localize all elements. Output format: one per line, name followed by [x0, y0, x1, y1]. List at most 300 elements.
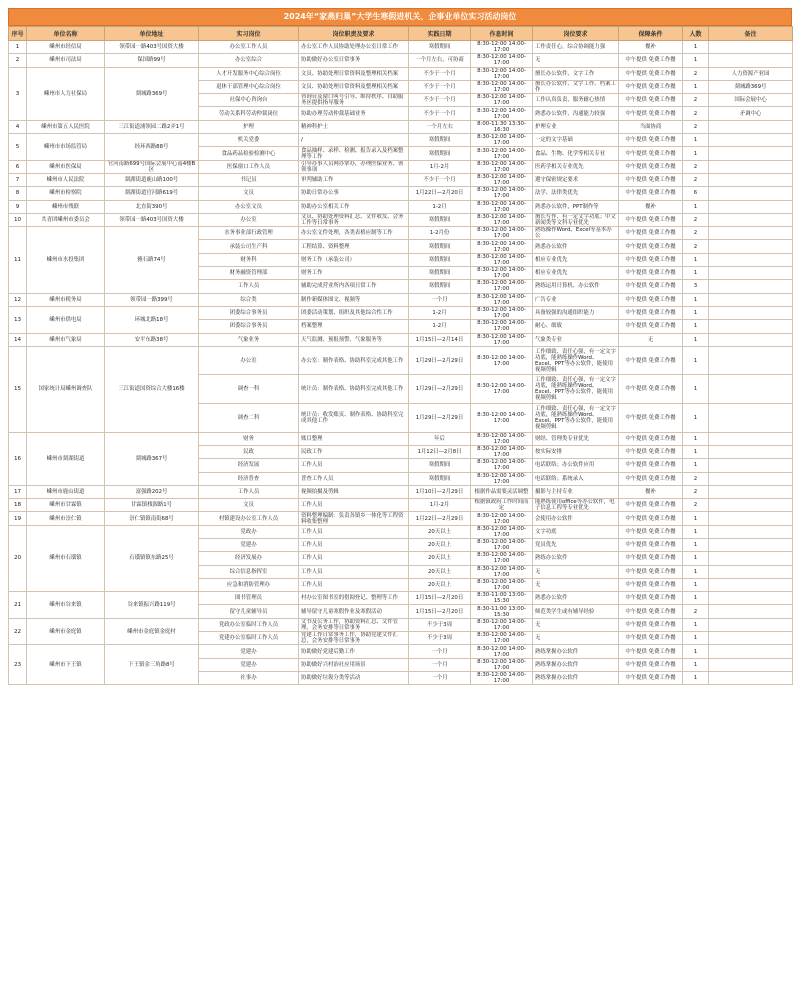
remark [709, 671, 793, 684]
post-requirement: 熟练运用计算机、办公软件 [533, 280, 619, 293]
table-row [9, 227, 793, 240]
work-time: 8:30-12:00 14:00-17:00 [471, 632, 533, 645]
headcount: 1 [683, 333, 709, 346]
post-name: 文员 [199, 499, 299, 512]
post-requirement: 广告专业 [533, 293, 619, 306]
column-header: 实习岗位 [199, 27, 299, 41]
guarantee: 当面协商 [619, 120, 683, 133]
post-name: 劳动关系科劳动仲裁岗位 [199, 107, 299, 120]
post-name: 食品药品检验检测中心 [199, 147, 299, 160]
headcount: 1 [683, 267, 709, 280]
post-name: 综合类 [199, 293, 299, 306]
post-duty: / [299, 134, 409, 147]
unit-address: 保国路99号 [105, 54, 199, 67]
column-header: 备注 [709, 27, 793, 41]
work-time: 8:30-12:00 14:00-17:00 [471, 333, 533, 346]
remark [709, 346, 793, 375]
unit-address: 剡城路367号 [105, 432, 199, 485]
post-requirement: 相应专业优先 [533, 253, 619, 266]
post-name: 留守儿童辅导员 [199, 605, 299, 618]
post-name: 人才开发服务中心综合岗位 [199, 67, 299, 80]
remark [709, 54, 793, 67]
post-duty: 办公室文件处理，各类表格应制等工作 [299, 227, 409, 240]
post-name: 社保中心咨询台 [199, 94, 299, 107]
unit-name: 嵊州市谷来镇 [27, 592, 105, 619]
post-requirement: 一定的文字基础 [533, 134, 619, 147]
post-name: 办公室 [199, 213, 299, 226]
guarantee: 中午提供 免费工作餐 [619, 67, 683, 80]
unit-address: 剡城路369号 [105, 67, 199, 120]
guarantee: 中午提供 免费工作餐 [619, 499, 683, 512]
headcount: 2 [683, 485, 709, 498]
unit-address: 剡湖街道鹿山路100号 [105, 173, 199, 186]
post-duty: 资料整理编制：负责各镇乡一体化等工程资料收集整理 [299, 512, 409, 525]
post-requirement: 师范类学生或有辅导经验 [533, 605, 619, 618]
headcount: 1 [683, 320, 709, 333]
guarantee: 中午提供 免费工作餐 [619, 592, 683, 605]
guarantee: 中午提供 免费工作餐 [619, 293, 683, 306]
guarantee: 中午提供 免费工作餐 [619, 306, 683, 319]
practice-date: 1月29日—2月29日 [409, 375, 471, 404]
unit-name: 嵊州市剡湖街道 [27, 432, 105, 485]
guarantee: 中午提供 免费工作餐 [619, 658, 683, 671]
practice-date: 寒假期间 [409, 280, 471, 293]
practice-date: 不少于3周 [409, 618, 471, 631]
table-row [9, 41, 793, 54]
post-requirement: 具备较强的沟通组织能力 [533, 306, 619, 319]
headcount: 1 [683, 41, 709, 54]
unit-address: 三江街道国资综合大楼16楼 [105, 346, 199, 432]
post-requirement: 无 [533, 578, 619, 591]
work-time: 8:30-12:00 14:00-17:00 [471, 134, 533, 147]
headcount: 1 [683, 253, 709, 266]
guarantee: 中午提供 免费工作餐 [619, 227, 683, 240]
headcount: 1 [683, 565, 709, 578]
post-requirement: 工作细致、责任心强，有一定文字功底，能熟练操作Word、Excel、PPT等办公软件，能使用视频剪辑 [533, 375, 619, 404]
work-time: 8:30-12:00 14:00-17:00 [471, 213, 533, 226]
work-time: 8:30-12:00 14:00-17:00 [471, 293, 533, 306]
post-name: 办公室工作人员 [199, 41, 299, 54]
guarantee: 中午提供 免费工作餐 [619, 187, 683, 200]
practice-date: 一个月 [409, 645, 471, 658]
practice-date: 1月22日—2月20日 [409, 187, 471, 200]
post-duty: 工程结算、资料整理 [299, 240, 409, 253]
remark [709, 187, 793, 200]
post-name: 经济发展办 [199, 552, 299, 565]
remark [709, 333, 793, 346]
row-index: 6 [9, 160, 27, 173]
guarantee: 餐补 [619, 200, 683, 213]
remark [709, 404, 793, 433]
guarantee: 中午提供 免费工作餐 [619, 671, 683, 684]
guarantee: 中午提供 免费工作餐 [619, 645, 683, 658]
practice-date: 寒假期间 [409, 472, 471, 485]
practice-date: 寒假期间 [409, 134, 471, 147]
work-time: 8:30-12:00 14:00-17:00 [471, 404, 533, 433]
post-duty: 档案整理 [299, 320, 409, 333]
table-row [9, 346, 793, 375]
practice-date: 一个月左右，可协商 [409, 54, 471, 67]
remark [709, 618, 793, 631]
practice-date: 1月-2月 [409, 160, 471, 173]
unit-name: 嵊州市金庭镇 [27, 618, 105, 645]
post-duty: 协助做好办公室日常事务 [299, 54, 409, 67]
table-row [9, 432, 793, 445]
work-time: 8:30-12:00 14:00-17:00 [471, 306, 533, 319]
row-index: 9 [9, 200, 27, 213]
column-header: 保障条件 [619, 27, 683, 41]
guarantee: 中午提供 免费工作餐 [619, 538, 683, 551]
work-time: 8:30-12:00 14:00-17:00 [471, 552, 533, 565]
unit-address: 领带园一路403号国资大楼 [105, 213, 199, 226]
post-name: 机关党委 [199, 134, 299, 147]
post-name: 办公室 [199, 346, 299, 375]
work-time: 8:30-12:00 14:00-17:00 [471, 525, 533, 538]
remark: 国际会展中心 [709, 94, 793, 107]
remark [709, 512, 793, 525]
column-header: 实践日期 [409, 27, 471, 41]
practice-date: 1月29日—2月29日 [409, 346, 471, 375]
headcount: 1 [683, 592, 709, 605]
work-time: 8:30-12:00 14:00-17:00 [471, 320, 533, 333]
guarantee: 中午提供 免费工作餐 [619, 280, 683, 293]
headcount: 2 [683, 605, 709, 618]
unit-address: 石璜镇镇东路25号 [105, 525, 199, 591]
headcount: 1 [683, 552, 709, 565]
headcount: 2 [683, 67, 709, 80]
unit-address: 嵊州市金庭镇金庭村 [105, 618, 199, 645]
work-time: 8:30-12:00 14:00-17:00 [471, 432, 533, 445]
remark [709, 293, 793, 306]
work-time: 8:30-12:00 14:00-17:00 [471, 375, 533, 404]
post-duty: 工作人员 [299, 525, 409, 538]
work-time: 8:00-11:30 13:30-16:30 [471, 120, 533, 133]
remark [709, 253, 793, 266]
post-requirement: 无 [533, 632, 619, 645]
guarantee: 餐补 [619, 485, 683, 498]
post-requirement: 党员优先 [533, 538, 619, 551]
remark [709, 41, 793, 54]
post-duty: 精神科护士 [299, 120, 409, 133]
guarantee: 中午提供 免费工作餐 [619, 267, 683, 280]
post-name: 书记员 [199, 173, 299, 186]
unit-name: 嵊州市水投集团 [27, 227, 105, 293]
practice-date: 一个月 [409, 658, 471, 671]
post-requirement: 工作细致、责任心强，有一定文字功底，能熟练操作Word、Excel、PPT等办公软件，能使用视频剪辑 [533, 346, 619, 375]
remark [709, 538, 793, 551]
headcount: 1 [683, 147, 709, 160]
practice-date: 20天以上 [409, 538, 471, 551]
post-requirement: 擅长办公软件、文字工作 [533, 67, 619, 80]
practice-date: 1-2月 [409, 200, 471, 213]
headcount: 1 [683, 658, 709, 671]
unit-name: 嵊州市检察院 [27, 187, 105, 200]
table-row [9, 293, 793, 306]
row-index: 22 [9, 618, 27, 645]
post-requirement: 工作认真负责，服务耐心热情 [533, 94, 619, 107]
work-time: 8:30-12:00 14:00-17:00 [471, 346, 533, 375]
practice-date: 寒假期间 [409, 459, 471, 472]
remark [709, 147, 793, 160]
work-time: 根据作品需要灵活调整 [471, 485, 533, 498]
unit-name: 嵊州市供电局 [27, 306, 105, 333]
row-index: 13 [9, 306, 27, 333]
table-header-row [9, 27, 793, 41]
headcount: 1 [683, 54, 709, 67]
table-row [9, 160, 793, 173]
practice-date: 20天以上 [409, 552, 471, 565]
practice-date: 1月-2月 [409, 499, 471, 512]
post-requirement: 熟练掌握办公软件 [533, 671, 619, 684]
column-header: 作息时间 [471, 27, 533, 41]
column-header: 岗位职责及要求 [299, 27, 409, 41]
post-duty: 工作人员 [299, 578, 409, 591]
post-duty: 天气监测、预报预警、气象服务等 [299, 333, 409, 346]
headcount: 1 [683, 645, 709, 658]
column-header: 人数 [683, 27, 709, 41]
remark [709, 213, 793, 226]
work-time: 8:30-12:00 14:00-17:00 [471, 187, 533, 200]
practice-date: 寒假期间 [409, 253, 471, 266]
practice-date: 不少于3周 [409, 632, 471, 645]
unit-name: 嵊州市甘霖镇 [27, 499, 105, 512]
guarantee: 中午提供 免费工作餐 [619, 552, 683, 565]
post-name: 医保窗口工作人员 [199, 160, 299, 173]
headcount: 2 [683, 94, 709, 107]
remark [709, 320, 793, 333]
practice-date: 1-2月 [409, 306, 471, 319]
practice-date: 20天以上 [409, 525, 471, 538]
post-requirement: 无 [533, 565, 619, 578]
table-row [9, 512, 793, 525]
unit-name: 嵊州市崇仁镇 [27, 512, 105, 525]
remark [709, 645, 793, 658]
post-duty: 协助日常办公事 [299, 187, 409, 200]
guarantee: 中午提供 免费工作餐 [619, 240, 683, 253]
guarantee: 中午提供 免费工作餐 [619, 160, 683, 173]
practice-date: 1月10日—2月29日 [409, 485, 471, 498]
headcount: 1 [683, 578, 709, 591]
headcount: 1 [683, 134, 709, 147]
remark [709, 173, 793, 186]
row-index: 10 [9, 213, 27, 226]
guarantee: 中午提供 免费工作餐 [619, 618, 683, 631]
work-time: 8:30-12:00 14:00-17:00 [471, 41, 533, 54]
post-requirement: 擅长写作，有一定文字功底；中文新闻类等文科专业优先 [533, 213, 619, 226]
guarantee: 中午提供 免费工作餐 [619, 578, 683, 591]
table-row [9, 200, 793, 213]
post-duty: 辅助完成营业所内各项日常工作 [299, 280, 409, 293]
work-time: 8:30-12:00 14:00-17:00 [471, 67, 533, 80]
unit-name: 嵊州市司法局 [27, 54, 105, 67]
post-requirement: 耐心、细致 [533, 320, 619, 333]
post-requirement: 无 [533, 54, 619, 67]
remark [709, 375, 793, 404]
guarantee: 中午提供 免费工作餐 [619, 54, 683, 67]
remark: 人力资源产业园 [709, 67, 793, 80]
practice-date: 1月15日—2月20日 [409, 605, 471, 618]
headcount: 1 [683, 538, 709, 551]
unit-name: 共青团嵊州市委员会 [27, 213, 105, 226]
guarantee: 中午提供 免费工作餐 [619, 605, 683, 618]
remark [709, 632, 793, 645]
post-name: 退休干部管理中心综合岗位 [199, 80, 299, 93]
post-requirement: 熟练操作Word、Excel等基本办公 [533, 227, 619, 240]
headcount: 2 [683, 107, 709, 120]
table-row [9, 485, 793, 498]
post-duty: 工作人员 [299, 552, 409, 565]
practice-date: 1月22日—2月29日 [409, 512, 471, 525]
post-duty: 协助办理劳动仲裁基础业务 [299, 107, 409, 120]
practice-date: 20天以上 [409, 565, 471, 578]
post-name: 党建办公室临时工作人员 [199, 632, 299, 645]
guarantee: 中午提供 免费工作餐 [619, 432, 683, 445]
guarantee: 中午提供 免费工作餐 [619, 134, 683, 147]
table-row [9, 67, 793, 80]
work-time: 8:30-12:00 14:00-17:00 [471, 173, 533, 186]
unit-name: 国家统计局嵊州调查队 [27, 346, 105, 432]
practice-date: 年后 [409, 432, 471, 445]
remark: 矛调中心 [709, 107, 793, 120]
work-time: 8:30-12:00 14:00-17:00 [471, 80, 533, 93]
guarantee: 中午提供 免费工作餐 [619, 213, 683, 226]
guarantee: 中午提供 免费工作餐 [619, 253, 683, 266]
work-time: 8:30-12:00 14:00-17:00 [471, 512, 533, 525]
row-index: 5 [9, 134, 27, 161]
post-duty: 协助办公室相关工作 [299, 200, 409, 213]
headcount: 1 [683, 671, 709, 684]
headcount: 2 [683, 499, 709, 512]
table-row [9, 306, 793, 319]
post-name: 调查一科 [199, 375, 299, 404]
guarantee: 中午提供 免费工作餐 [619, 459, 683, 472]
headcount: 1 [683, 293, 709, 306]
headcount: 1 [683, 200, 709, 213]
table-row [9, 173, 793, 186]
headcount: 1 [683, 346, 709, 375]
headcount: 1 [683, 375, 709, 404]
guarantee: 中午提供 免费工作餐 [619, 472, 683, 485]
post-duty: 工作人员 [299, 459, 409, 472]
post-duty: 文书及公务工作，协助资料汇总、文件管理，会务安排等日常事务 [299, 618, 409, 631]
post-requirement: 食品、生物、化学等相关专业 [533, 147, 619, 160]
post-requirement: 熟悉办公软件 [533, 240, 619, 253]
remark [709, 578, 793, 591]
post-requirement: 擅长办公软件、文字工作、档案工作 [533, 80, 619, 93]
work-time: 8:30-12:00 14:00-17:00 [471, 267, 533, 280]
remark [709, 240, 793, 253]
row-index: 4 [9, 120, 27, 133]
work-time: 8:30-12:00 14:00-17:00 [471, 253, 533, 266]
post-duty: 引导办事人员网办掌办，办理医保业务、领领事项 [299, 160, 409, 173]
remark [709, 227, 793, 240]
unit-name: 嵊州市下王镇 [27, 645, 105, 685]
work-time: 8:30-12:00 14:00-17:00 [471, 565, 533, 578]
post-duty: 工作人员 [299, 499, 409, 512]
remark [709, 306, 793, 319]
post-duty: 咨询台及窗口叫号引导、维持秩序、自助服务区提供指导服务 [299, 94, 409, 107]
post-requirement: 摄影与主持专业 [533, 485, 619, 498]
post-name: 财务 [199, 432, 299, 445]
post-duty: 审判辅助工作 [299, 173, 409, 186]
post-name: 财务融资管理部 [199, 267, 299, 280]
headcount: 1 [683, 525, 709, 538]
unit-address: 富强路202号 [105, 485, 199, 498]
table-row [9, 120, 793, 133]
table-row [9, 592, 793, 605]
table-row [9, 645, 793, 658]
row-index: 14 [9, 333, 27, 346]
post-requirement: 护理专业 [533, 120, 619, 133]
row-index: 7 [9, 173, 27, 186]
headcount: 1 [683, 432, 709, 445]
post-duty: 视频拍摄及剪辑 [299, 485, 409, 498]
remark [709, 120, 793, 133]
practice-date: 不少于一个月 [409, 107, 471, 120]
post-name: 党政办公室临时工作人员 [199, 618, 299, 631]
post-requirement: 医药学相关专业优先 [533, 160, 619, 173]
work-time: 8:30-12:00 14:00-17:00 [471, 280, 533, 293]
work-time: 8:30-12:00 14:00-17:00 [471, 472, 533, 485]
unit-address: 谷来镇振兴路119号 [105, 592, 199, 619]
post-requirement: 文字功底 [533, 525, 619, 538]
practice-date: 寒假期间 [409, 41, 471, 54]
practice-date: 20天以上 [409, 578, 471, 591]
post-requirement: 能熟练使用office等办公软件，电子信息工程等专业优先 [533, 499, 619, 512]
remark [709, 605, 793, 618]
remark: 剡城路369号 [709, 80, 793, 93]
practice-date: 一个月 [409, 293, 471, 306]
remark [709, 200, 793, 213]
unit-name: 嵊州市残联 [27, 200, 105, 213]
unit-address: 官河南路699号国际会展中心南4楼B区 [105, 160, 199, 173]
remark [709, 459, 793, 472]
practice-date: 1月15日—2月20日 [409, 592, 471, 605]
row-index: 15 [9, 346, 27, 432]
table-row [9, 187, 793, 200]
work-time: 8:30-12:00 14:00-17:00 [471, 538, 533, 551]
post-duty: 协助做好垃圾分类等活动 [299, 671, 409, 684]
post-duty: 文员、协助处理日常资料及整理相关档案 [299, 80, 409, 93]
post-requirement: 工作责任心，综合协调能力强 [533, 41, 619, 54]
guarantee: 中午提供 免费工作餐 [619, 632, 683, 645]
post-duty: 办公室：制作表格、协助科室完成其他工作 [299, 346, 409, 375]
row-index: 18 [9, 499, 27, 512]
practice-date: 不少于一个月 [409, 94, 471, 107]
headcount: 3 [683, 280, 709, 293]
post-requirement: 遵守保密规定要求 [533, 173, 619, 186]
headcount: 2 [683, 160, 709, 173]
row-index: 19 [9, 512, 27, 525]
post-name: 护理 [199, 120, 299, 133]
guarantee: 无 [619, 333, 683, 346]
guarantee: 中午提供 免费工作餐 [619, 147, 683, 160]
post-duty: 村办公室图书室的借阅登记、整理等工作 [299, 592, 409, 605]
unit-name: 嵊州市鹿山街道 [27, 485, 105, 498]
post-requirement: 电话联络；办公软件应用 [533, 459, 619, 472]
post-duty: 财务工作 [299, 267, 409, 280]
practice-date: 1月29日—2月29日 [409, 404, 471, 433]
unit-name: 嵊州市经信局 [27, 41, 105, 54]
post-name: 工作人员 [199, 485, 299, 498]
remark [709, 658, 793, 671]
post-name: 团委综合事务员 [199, 320, 299, 333]
post-name: 民政 [199, 445, 299, 458]
post-requirement: 熟悉办公软件，沟通能力较强 [533, 107, 619, 120]
post-name: 工作人员 [199, 280, 299, 293]
post-name: 财务科 [199, 253, 299, 266]
work-time: 8:30-12:00 14:00-17:00 [471, 658, 533, 671]
